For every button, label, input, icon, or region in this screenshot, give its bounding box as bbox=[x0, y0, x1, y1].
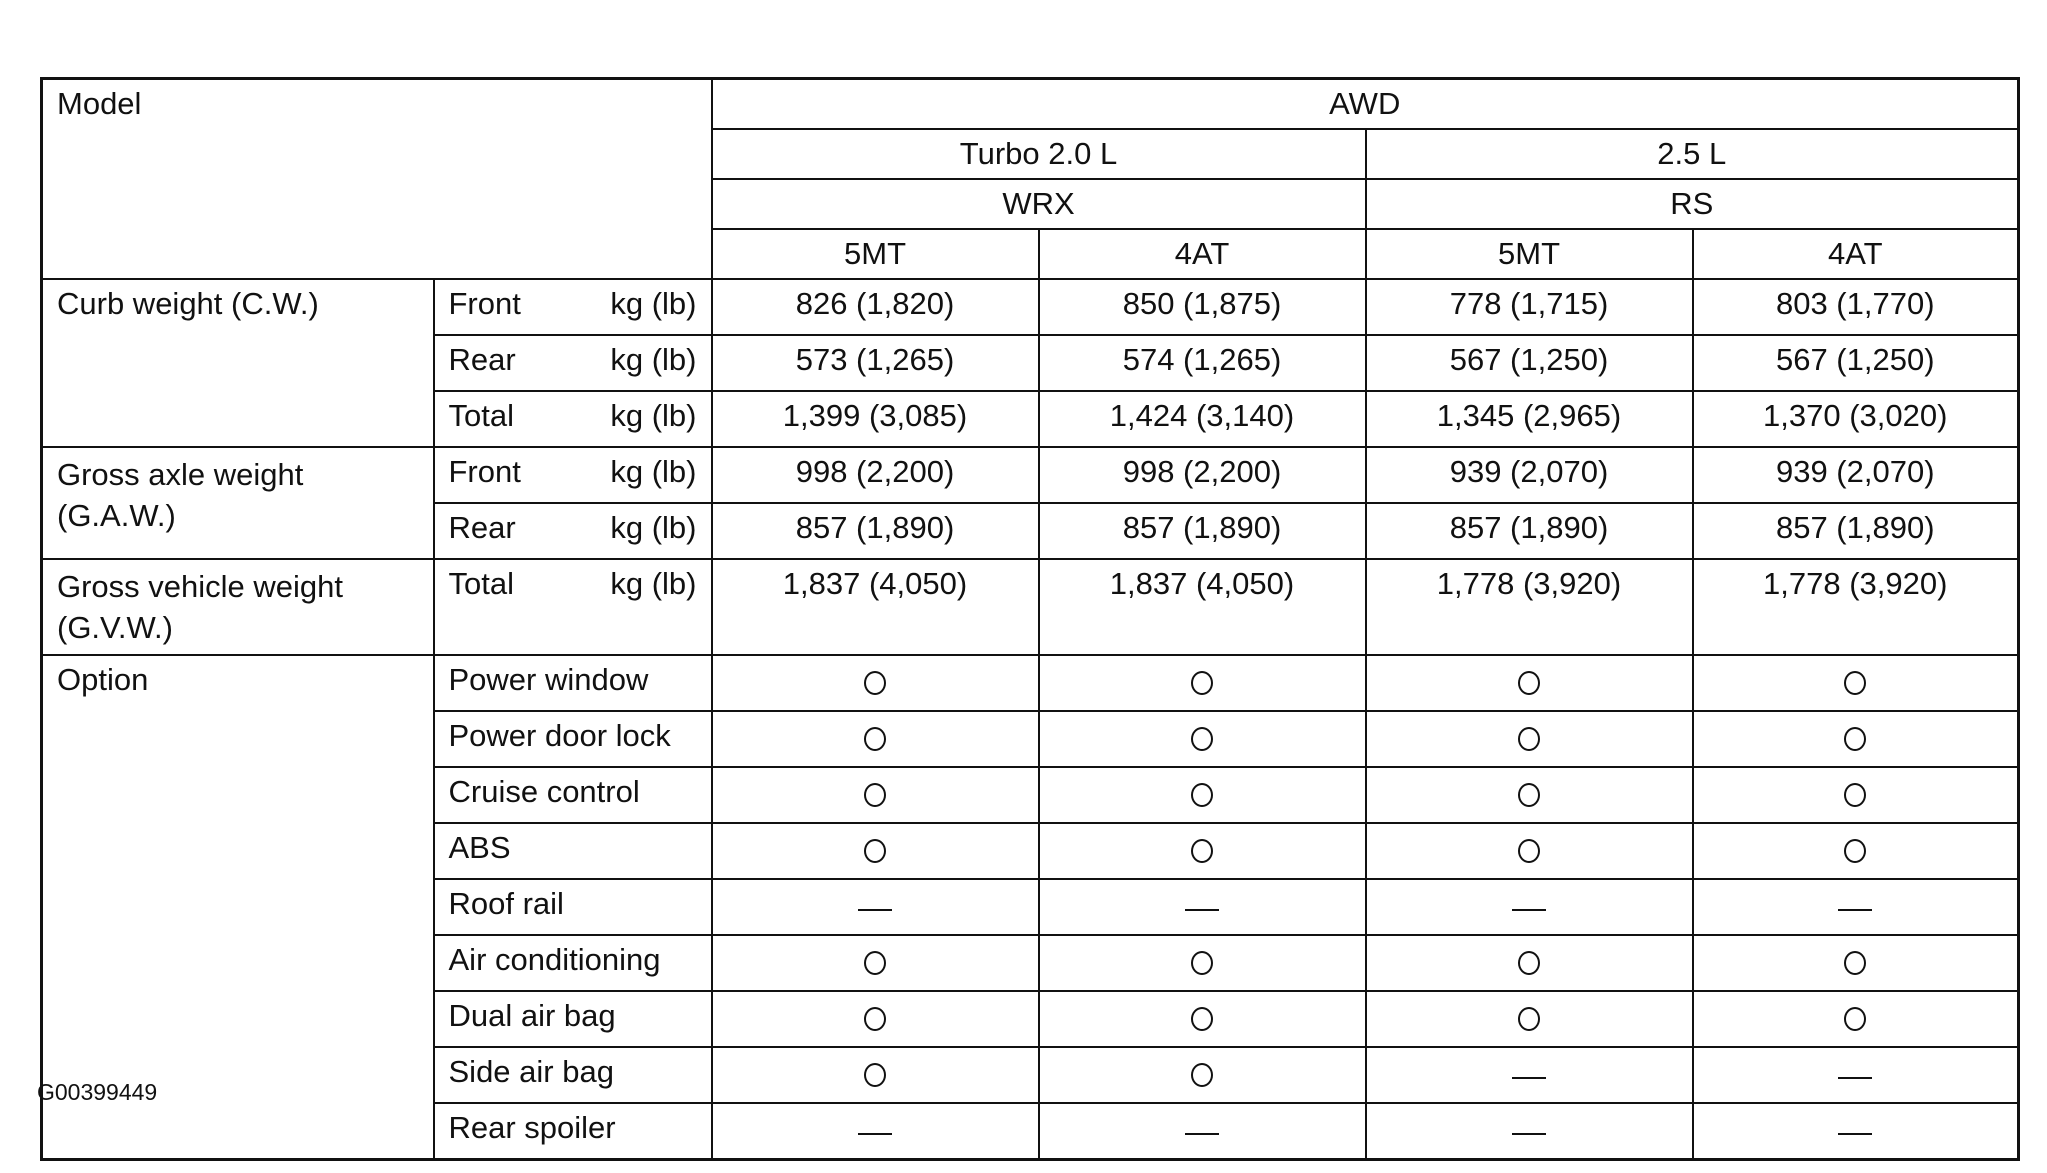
table-row bbox=[42, 279, 2019, 335]
value-cell: 1,424 (3,140) bbox=[1039, 391, 1366, 447]
option-mark-cell bbox=[1693, 1047, 2019, 1103]
option-mark-cell bbox=[1039, 991, 1366, 1047]
available-circle-icon bbox=[1518, 671, 1540, 695]
option-name-cell: Side air bag bbox=[434, 1047, 712, 1103]
available-circle-icon bbox=[1844, 1007, 1866, 1031]
option-mark-cell bbox=[1039, 823, 1366, 879]
available-circle-icon bbox=[1191, 1007, 1213, 1031]
option-name-cell: Air conditioning bbox=[434, 935, 712, 991]
grade-header-rs bbox=[1366, 179, 2019, 229]
option-mark-cell bbox=[1693, 655, 2019, 711]
option-name-cell: Dual air bag bbox=[434, 991, 712, 1047]
option-mark-cell bbox=[712, 767, 1039, 823]
not-available-dash-icon bbox=[1512, 909, 1546, 911]
grade-header-wrx bbox=[712, 179, 1366, 229]
value-cell: 778 (1,715) bbox=[1366, 279, 1693, 335]
available-circle-icon bbox=[864, 1063, 886, 1087]
transmission-header bbox=[1039, 229, 1366, 279]
sub-label: Front bbox=[448, 286, 521, 321]
sub-label: Rear bbox=[448, 510, 516, 545]
vehicle-weight-spec-table bbox=[40, 77, 2020, 1161]
option-mark-cell bbox=[1039, 711, 1366, 767]
model-label: Model bbox=[57, 86, 142, 121]
header-row-drive bbox=[42, 79, 2019, 130]
grade-label: RS bbox=[1670, 186, 1714, 221]
not-available-dash-icon bbox=[858, 909, 892, 911]
curb-weight-group-cell bbox=[42, 279, 434, 447]
option-mark-cell bbox=[712, 711, 1039, 767]
grade-label: WRX bbox=[1002, 186, 1075, 221]
available-circle-icon bbox=[864, 727, 886, 751]
available-circle-icon bbox=[1518, 783, 1540, 807]
option-name-cell: Rear spoiler bbox=[434, 1103, 712, 1160]
figure-id-label: G00399449 bbox=[37, 1079, 158, 1105]
option-mark-cell bbox=[712, 991, 1039, 1047]
transmission-label: 4AT bbox=[1827, 236, 1883, 271]
value-cell: 574 (1,265) bbox=[1039, 335, 1366, 391]
option-mark-cell bbox=[1366, 767, 1693, 823]
group-label: Gross vehicle weight (G.V.W.) bbox=[57, 569, 344, 645]
value-cell: 850 (1,875) bbox=[1039, 279, 1366, 335]
available-circle-icon bbox=[864, 1007, 886, 1031]
not-available-dash-icon bbox=[1838, 909, 1872, 911]
sub-label-cell bbox=[434, 559, 712, 655]
available-circle-icon bbox=[1191, 839, 1213, 863]
sub-label-cell bbox=[434, 391, 712, 447]
option-mark-cell bbox=[1693, 767, 2019, 823]
option-name-cell: Power door lock bbox=[434, 711, 712, 767]
value-cell: 1,399 (3,085) bbox=[712, 391, 1039, 447]
group-label: Curb weight (C.W.) bbox=[57, 286, 319, 321]
value-cell: 857 (1,890) bbox=[712, 503, 1039, 559]
not-available-dash-icon bbox=[1185, 1133, 1219, 1135]
option-mark-cell bbox=[712, 655, 1039, 711]
option-name-cell: ABS bbox=[434, 823, 712, 879]
available-circle-icon bbox=[1518, 727, 1540, 751]
transmission-header bbox=[712, 229, 1039, 279]
option-mark-cell bbox=[1366, 879, 1693, 935]
value-cell: 567 (1,250) bbox=[1693, 335, 2019, 391]
available-circle-icon bbox=[1518, 839, 1540, 863]
table-row bbox=[42, 655, 2019, 711]
available-circle-icon bbox=[1844, 951, 1866, 975]
option-name-cell: Roof rail bbox=[434, 879, 712, 935]
option-mark-cell bbox=[1366, 935, 1693, 991]
unit-label: kg (lb) bbox=[610, 398, 697, 433]
option-mark-cell bbox=[1039, 879, 1366, 935]
value-cell: 1,370 (3,020) bbox=[1693, 391, 2019, 447]
sub-label: Front bbox=[448, 454, 521, 489]
value-cell: 1,837 (4,050) bbox=[1039, 559, 1366, 655]
option-mark-cell bbox=[1366, 991, 1693, 1047]
available-circle-icon bbox=[1191, 671, 1213, 695]
transmission-label: 4AT bbox=[1174, 236, 1230, 271]
engine-header-turbo bbox=[712, 129, 1366, 179]
available-circle-icon bbox=[1191, 783, 1213, 807]
available-circle-icon bbox=[1191, 951, 1213, 975]
value-cell: 1,345 (2,965) bbox=[1366, 391, 1693, 447]
not-available-dash-icon bbox=[1185, 909, 1219, 911]
option-mark-cell bbox=[1366, 1103, 1693, 1160]
option-mark-cell bbox=[712, 823, 1039, 879]
option-mark-cell bbox=[712, 1047, 1039, 1103]
value-cell: 939 (2,070) bbox=[1366, 447, 1693, 503]
available-circle-icon bbox=[1844, 839, 1866, 863]
sub-label: Total bbox=[448, 566, 514, 601]
option-mark-cell bbox=[1366, 711, 1693, 767]
option-mark-cell bbox=[1039, 1103, 1366, 1160]
available-circle-icon bbox=[1844, 671, 1866, 695]
value-cell: 1,778 (3,920) bbox=[1693, 559, 2019, 655]
value-cell: 857 (1,890) bbox=[1693, 503, 2019, 559]
transmission-header bbox=[1693, 229, 2019, 279]
option-name-cell: Cruise control bbox=[434, 767, 712, 823]
option-mark-cell bbox=[1366, 823, 1693, 879]
option-mark-cell bbox=[1693, 935, 2019, 991]
available-circle-icon bbox=[1518, 951, 1540, 975]
group-label: Option bbox=[57, 662, 149, 697]
value-cell: 826 (1,820) bbox=[712, 279, 1039, 335]
unit-label: kg (lb) bbox=[610, 454, 697, 489]
sub-label: Rear bbox=[448, 342, 516, 377]
available-circle-icon bbox=[864, 839, 886, 863]
option-name-cell: Power window bbox=[434, 655, 712, 711]
not-available-dash-icon bbox=[1512, 1133, 1546, 1135]
option-mark-cell bbox=[1693, 879, 2019, 935]
sub-label-cell bbox=[434, 447, 712, 503]
option-mark-cell bbox=[1039, 767, 1366, 823]
sub-label: Total bbox=[448, 398, 514, 433]
unit-label: kg (lb) bbox=[610, 342, 697, 377]
option-mark-cell bbox=[712, 879, 1039, 935]
transmission-label: 5MT bbox=[844, 236, 906, 271]
available-circle-icon bbox=[864, 951, 886, 975]
available-circle-icon bbox=[1844, 727, 1866, 751]
table-row bbox=[42, 447, 2019, 503]
option-mark-cell bbox=[1039, 935, 1366, 991]
value-cell: 857 (1,890) bbox=[1366, 503, 1693, 559]
not-available-dash-icon bbox=[1838, 1077, 1872, 1079]
available-circle-icon bbox=[864, 671, 886, 695]
transmission-header bbox=[1366, 229, 1693, 279]
not-available-dash-icon bbox=[1838, 1133, 1872, 1135]
engine-header-25 bbox=[1366, 129, 2019, 179]
sub-label-cell bbox=[434, 279, 712, 335]
option-mark-cell bbox=[1693, 991, 2019, 1047]
value-cell: 998 (2,200) bbox=[1039, 447, 1366, 503]
unit-label: kg (lb) bbox=[610, 510, 697, 545]
value-cell: 1,778 (3,920) bbox=[1366, 559, 1693, 655]
engine-label: Turbo 2.0 L bbox=[959, 136, 1118, 171]
table-row bbox=[42, 559, 2019, 655]
available-circle-icon bbox=[1191, 1063, 1213, 1087]
drive-header-cell bbox=[712, 79, 2019, 130]
value-cell: 998 (2,200) bbox=[712, 447, 1039, 503]
sub-label-cell bbox=[434, 335, 712, 391]
value-cell: 573 (1,265) bbox=[712, 335, 1039, 391]
available-circle-icon bbox=[864, 783, 886, 807]
unit-label: kg (lb) bbox=[610, 286, 697, 321]
option-mark-cell bbox=[712, 1103, 1039, 1160]
option-mark-cell bbox=[1693, 823, 2019, 879]
gross-vehicle-weight-group-cell bbox=[42, 559, 434, 655]
transmission-label: 5MT bbox=[1498, 236, 1560, 271]
available-circle-icon bbox=[1518, 1007, 1540, 1031]
group-label: Gross axle weight (G.A.W.) bbox=[57, 457, 304, 533]
option-mark-cell bbox=[1039, 655, 1366, 711]
option-mark-cell bbox=[1693, 711, 2019, 767]
gross-axle-weight-group-cell bbox=[42, 447, 434, 559]
available-circle-icon bbox=[1844, 783, 1866, 807]
available-circle-icon bbox=[1191, 727, 1213, 751]
option-mark-cell bbox=[1039, 1047, 1366, 1103]
model-header-cell bbox=[42, 79, 712, 280]
option-mark-cell bbox=[1366, 655, 1693, 711]
engine-label: 2.5 L bbox=[1657, 136, 1727, 171]
not-available-dash-icon bbox=[1512, 1077, 1546, 1079]
option-mark-cell bbox=[1366, 1047, 1693, 1103]
option-mark-cell bbox=[712, 935, 1039, 991]
value-cell: 939 (2,070) bbox=[1693, 447, 2019, 503]
drive-label: AWD bbox=[1329, 86, 1401, 121]
sub-label-cell bbox=[434, 503, 712, 559]
value-cell: 1,837 (4,050) bbox=[712, 559, 1039, 655]
not-available-dash-icon bbox=[858, 1133, 892, 1135]
option-mark-cell bbox=[1693, 1103, 2019, 1160]
value-cell: 803 (1,770) bbox=[1693, 279, 2019, 335]
unit-label: kg (lb) bbox=[610, 566, 697, 601]
value-cell: 857 (1,890) bbox=[1039, 503, 1366, 559]
value-cell: 567 (1,250) bbox=[1366, 335, 1693, 391]
